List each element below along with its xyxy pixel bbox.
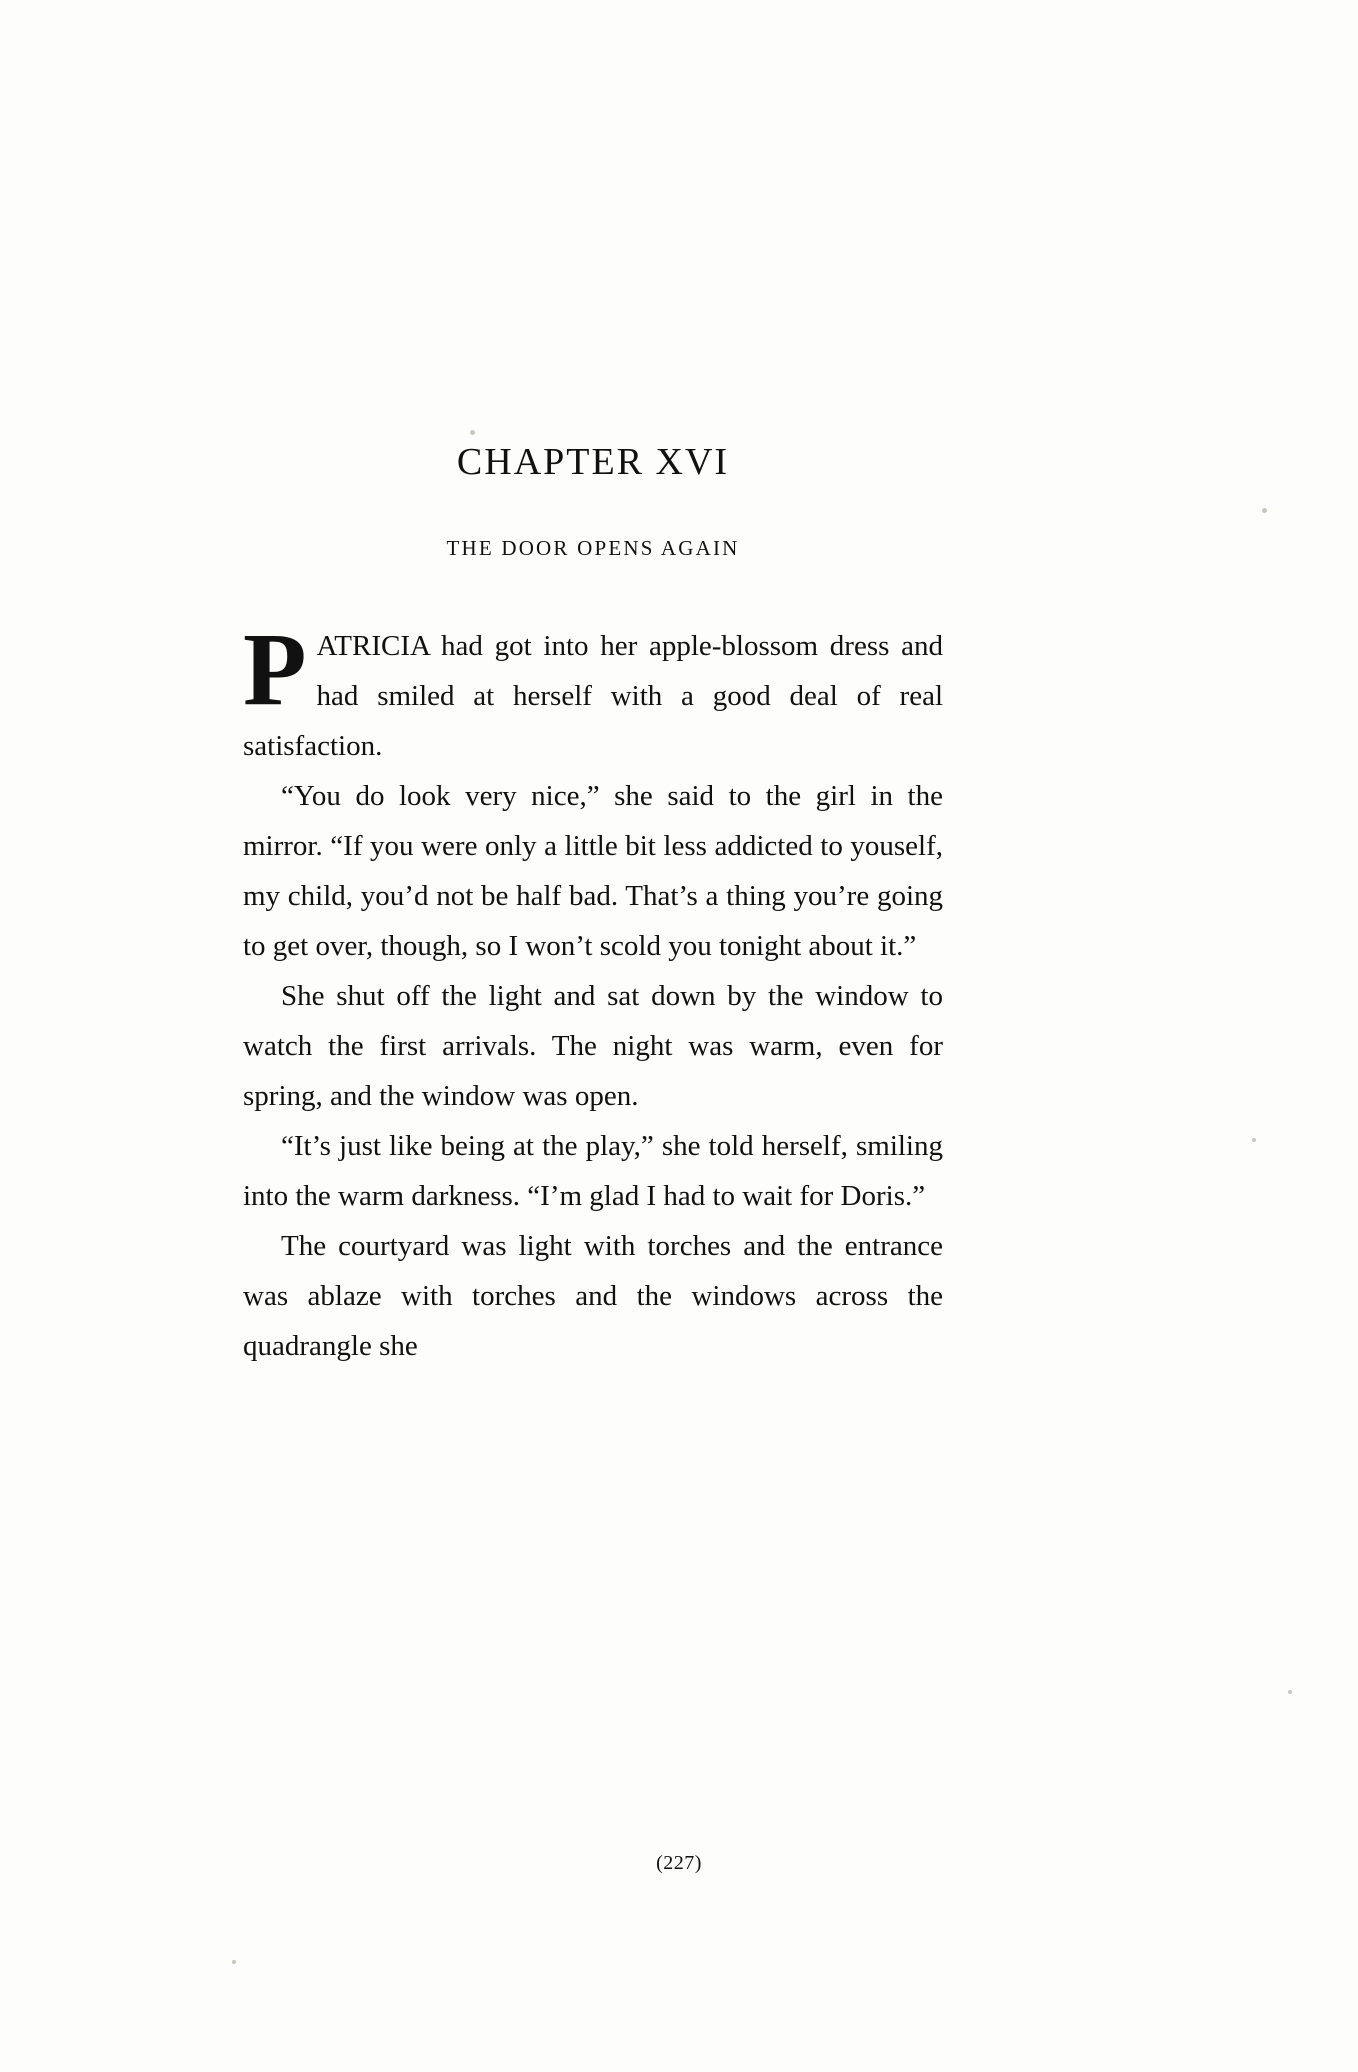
page-speck [232, 1960, 236, 1964]
page-speck [470, 430, 475, 435]
paragraph-3: She shut off the light and sat down by the window to watch the first arrivals. The night was warm, even for spring, and the window was open. [243, 980, 943, 1112]
paragraph-5: The courtyard was light with torches and the entrance was ablaze with torches and the windows across the quadrangle she [243, 1230, 943, 1362]
page-speck [1252, 1138, 1256, 1142]
paragraph-2: “You do look very nice,” she said to the girl in the mirror. “If you were only a little bit less addicted to youself, my child, you’d not be half bad. That’s a thing you’re going to get over, though, so I won’t scold you tonight about it.” [243, 780, 943, 962]
page-content [243, 440, 943, 1371]
page-speck [1288, 1690, 1292, 1694]
page-number: (227) [656, 1852, 702, 1874]
paragraph-text: ATRICIA had got into her apple-blossom dress and had smiled at herself with a good deal of real satisfaction. [243, 630, 943, 762]
chapter-title: CHAPTER XVI [456, 441, 730, 483]
page-speck [1262, 508, 1267, 513]
paragraph-4: “It’s just like being at the play,” she told herself, smiling into the warm darkness. “I’m glad I had to wait for Doris.” [243, 1130, 943, 1212]
drop-cap: P [243, 612, 307, 727]
chapter-subtitle: THE DOOR OPENS AGAIN [446, 536, 740, 560]
paragraph-1 [243, 612, 943, 771]
